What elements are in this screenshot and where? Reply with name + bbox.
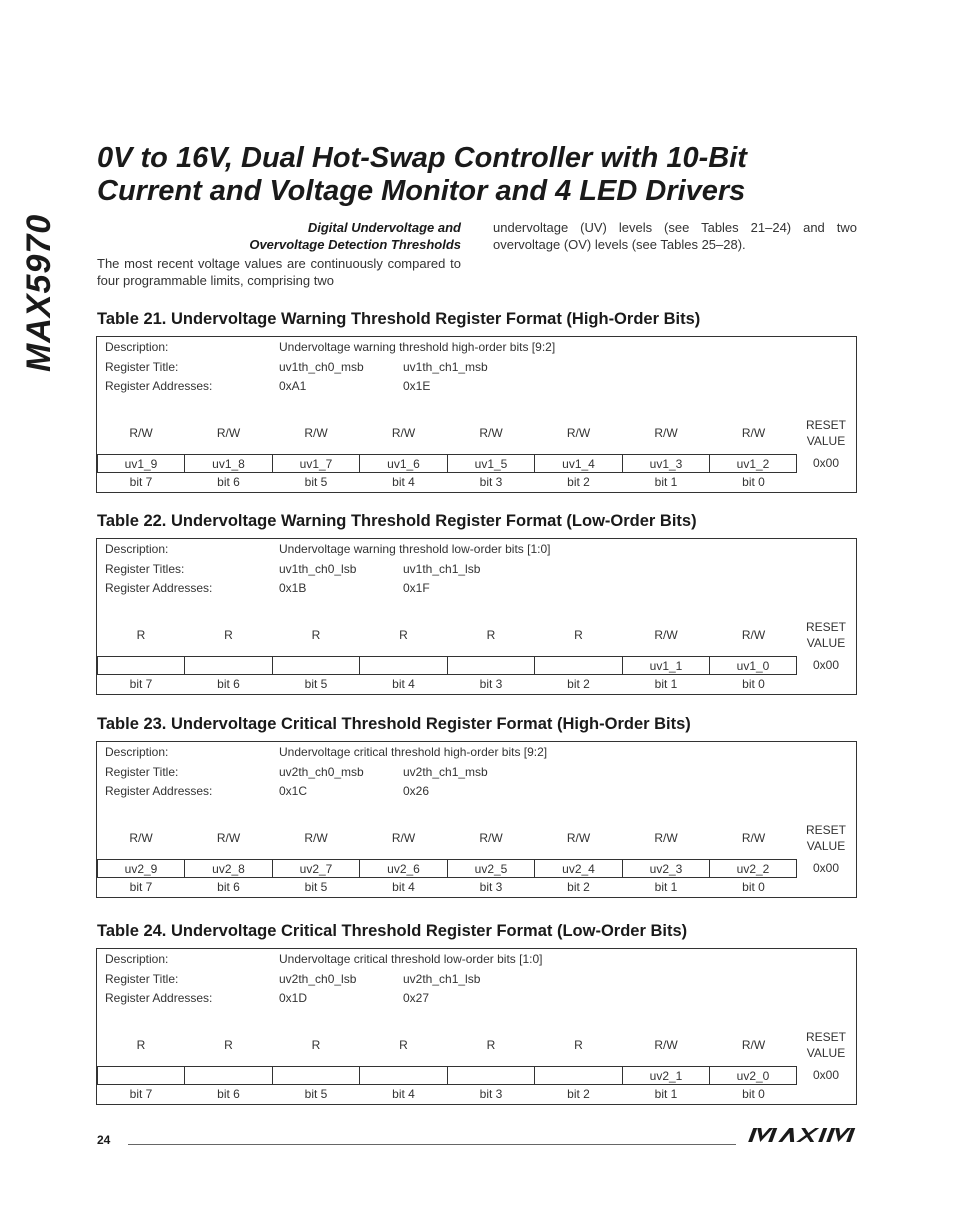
- meta-value: Undervoltage warning threshold low-order bits [1:0]: [279, 542, 551, 556]
- reset-value-cell: 0x00: [812, 456, 840, 470]
- access-type-cell: R/W: [741, 426, 766, 440]
- bit-position-cell: bit 0: [742, 475, 765, 489]
- section-heading-line: Digital Undervoltage and: [307, 220, 461, 235]
- register-table: [96, 741, 857, 898]
- meta-value: 0x1C: [279, 784, 308, 798]
- register-table: [96, 948, 857, 1105]
- section-heading: [97, 219, 461, 253]
- bit-position-cell: bit 7: [129, 677, 153, 691]
- access-type-cell: R/W: [741, 831, 766, 845]
- bit-name-cell: uv1_5: [447, 454, 535, 473]
- bit-position-cell: bit 2: [567, 677, 590, 691]
- access-type-cell: R/W: [654, 1038, 678, 1052]
- access-type-cell: R/W: [304, 831, 328, 845]
- bit-position-cell: bit 1: [654, 475, 678, 489]
- bit-name-cell: uv2_5: [447, 859, 535, 878]
- reset-label-line: VALUE: [806, 434, 846, 448]
- page-number: 24: [97, 1133, 111, 1147]
- meta-value: 0x1F: [403, 581, 430, 595]
- meta-value: 0xA1: [279, 379, 307, 393]
- meta-label: Register Title:: [105, 764, 179, 779]
- meta-value: 0x27: [403, 991, 430, 1005]
- table-title: Table 22. Undervoltage Warning Threshold Register Format (Low-Order Bits): [97, 512, 697, 530]
- access-type-cell: R/W: [654, 628, 678, 642]
- bit-name-cell: [272, 656, 360, 675]
- document-title-line: Current and Voltage Monitor and 4 LED Drivers: [97, 175, 746, 207]
- bit-name-cell: uv1_4: [534, 454, 622, 473]
- meta-value: uv2th_ch1_lsb: [403, 971, 481, 986]
- footer-rule: [128, 1144, 736, 1145]
- reset-value-header: [797, 619, 855, 651]
- access-type-cell: R/W: [566, 426, 591, 440]
- bit-position-cell: bit 3: [479, 677, 503, 691]
- meta-label: Register Addresses:: [105, 784, 213, 798]
- bit-position-cell: bit 1: [654, 880, 678, 894]
- reset-label-line: VALUE: [806, 636, 846, 650]
- meta-value: Undervoltage critical threshold low-order bits [1:0]: [279, 952, 543, 966]
- document-title: [97, 142, 897, 208]
- access-type-cell: R: [311, 1038, 321, 1052]
- bit-name-cell: [97, 1066, 185, 1085]
- document-title-line: 0V to 16V, Dual Hot-Swap Controller with 10-Bit: [97, 142, 747, 174]
- table-title: Table 21. Undervoltage Warning Threshold Register Format (High-Order Bits): [97, 310, 701, 328]
- access-type-cell: R/W: [654, 831, 678, 845]
- access-type-cell: R: [224, 1038, 233, 1052]
- bit-name-cell: uv2_0: [709, 1066, 797, 1085]
- bit-name-cell: [272, 1066, 360, 1085]
- bit-position-cell: bit 4: [392, 1087, 415, 1101]
- bit-name-cell: uv2_4: [534, 859, 622, 878]
- bit-name-cell: [447, 656, 535, 675]
- access-type-cell: R: [486, 1038, 496, 1052]
- section-heading-line: Overvoltage Detection Thresholds: [249, 237, 461, 252]
- bit-name-cell: [184, 656, 272, 675]
- meta-label: Register Addresses:: [105, 581, 213, 595]
- bit-position-cell: bit 0: [742, 1087, 765, 1101]
- meta-value: uv1th_ch0_msb: [279, 359, 364, 374]
- bit-name-cell: [97, 656, 185, 675]
- bit-position-cell: bit 3: [479, 880, 503, 894]
- bit-position-cell: bit 1: [654, 677, 678, 691]
- reset-label-line: RESET: [805, 418, 846, 432]
- access-type-cell: R/W: [479, 426, 503, 440]
- bit-name-cell: [359, 656, 447, 675]
- meta-label: Description:: [105, 745, 169, 759]
- bit-name-cell: uv2_2: [709, 859, 797, 878]
- access-type-cell: R/W: [741, 628, 766, 642]
- bit-position-cell: bit 5: [304, 475, 328, 489]
- access-type-cell: R: [311, 628, 321, 642]
- bit-position-cell: bit 2: [567, 1087, 590, 1101]
- reset-value-cell: 0x00: [812, 658, 840, 672]
- meta-value: uv2th_ch0_lsb: [279, 971, 357, 986]
- bit-position-cell: bit 3: [479, 1087, 503, 1101]
- bit-position-cell: bit 7: [129, 475, 153, 489]
- access-type-cell: R: [399, 628, 408, 642]
- bit-name-cell: uv2_3: [622, 859, 710, 878]
- access-type-cell: R/W: [391, 831, 416, 845]
- meta-label: Register Title:: [105, 359, 179, 374]
- bit-name-cell: uv2_8: [184, 859, 272, 878]
- access-type-cell: R/W: [654, 426, 678, 440]
- meta-label: Register Title:: [105, 971, 179, 986]
- bit-position-cell: bit 3: [479, 475, 503, 489]
- access-type-cell: R: [486, 628, 496, 642]
- bit-position-cell: bit 7: [129, 880, 153, 894]
- access-type-cell: R/W: [566, 831, 591, 845]
- access-type-cell: R/W: [129, 831, 153, 845]
- meta-value: Undervoltage warning threshold high-order bits [9:2]: [279, 340, 556, 354]
- bit-position-cell: bit 2: [567, 880, 590, 894]
- bit-position-cell: bit 0: [742, 677, 765, 691]
- access-type-cell: R: [136, 1038, 146, 1052]
- register-table: [96, 538, 857, 695]
- access-type-cell: R: [136, 628, 146, 642]
- table-title: Table 24. Undervoltage Critical Threshold Register Format (Low-Order Bits): [97, 922, 688, 940]
- part-number-side-label: MAX5970: [20, 213, 58, 372]
- bit-name-cell: uv1_2: [709, 454, 797, 473]
- meta-label: Register Addresses:: [105, 991, 213, 1005]
- access-type-cell: R/W: [216, 831, 241, 845]
- access-type-cell: R/W: [304, 426, 328, 440]
- reset-label-line: RESET: [805, 1030, 846, 1044]
- meta-label: Description:: [105, 340, 169, 354]
- bit-name-cell: uv1_3: [622, 454, 710, 473]
- meta-label: Register Addresses:: [105, 379, 213, 393]
- bit-name-cell: uv1_6: [359, 454, 447, 473]
- reset-value-header: [797, 1029, 855, 1061]
- bit-name-cell: uv1_0: [709, 656, 797, 675]
- bit-name-cell: [534, 656, 622, 675]
- bit-position-cell: bit 4: [392, 677, 415, 691]
- meta-value: 0x1E: [403, 379, 431, 393]
- bit-position-cell: bit 0: [742, 880, 765, 894]
- reset-value-cell: 0x00: [812, 861, 840, 875]
- bit-name-cell: uv2_6: [359, 859, 447, 878]
- bit-name-cell: uv1_8: [184, 454, 272, 473]
- bit-position-cell: bit 5: [304, 880, 328, 894]
- bit-position-cell: bit 6: [217, 1087, 240, 1101]
- meta-value: Undervoltage critical threshold high-order bits [9:2]: [279, 745, 548, 759]
- bit-name-cell: uv2_1: [622, 1066, 710, 1085]
- access-type-cell: R: [399, 1038, 408, 1052]
- meta-value: 0x26: [403, 784, 430, 798]
- reset-label-line: VALUE: [806, 1046, 846, 1060]
- bit-position-cell: bit 6: [217, 880, 240, 894]
- access-type-cell: R: [574, 628, 583, 642]
- meta-value: 0x1B: [279, 581, 307, 595]
- bit-name-cell: [534, 1066, 622, 1085]
- access-type-cell: R/W: [391, 426, 416, 440]
- bit-position-cell: bit 6: [217, 677, 240, 691]
- reset-label-line: RESET: [805, 620, 846, 634]
- maxim-logo-graphic: [748, 1126, 858, 1144]
- reset-label-line: RESET: [805, 823, 846, 837]
- meta-value: uv1th_ch1_lsb: [403, 561, 481, 576]
- bit-position-cell: bit 2: [567, 475, 590, 489]
- intro-paragraph-left: The most recent voltage values are continuously compared to four programmable limits, comprising two: [97, 256, 461, 288]
- access-type-cell: R/W: [216, 426, 241, 440]
- reset-value-cell: 0x00: [812, 1068, 840, 1082]
- bit-position-cell: bit 6: [217, 475, 240, 489]
- bit-position-cell: bit 5: [304, 1087, 328, 1101]
- meta-value: uv2th_ch0_msb: [279, 764, 364, 779]
- reset-label-line: VALUE: [806, 839, 846, 853]
- meta-value: uv1th_ch0_lsb: [279, 561, 357, 576]
- meta-label: Register Titles:: [105, 561, 185, 576]
- bit-name-cell: uv1_1: [622, 656, 710, 675]
- bit-name-cell: uv1_7: [272, 454, 360, 473]
- reset-value-header: [797, 822, 855, 854]
- meta-value: 0x1D: [279, 991, 308, 1005]
- bit-position-cell: bit 7: [129, 1087, 153, 1101]
- bit-name-cell: uv2_9: [97, 859, 185, 878]
- bit-name-cell: uv2_7: [272, 859, 360, 878]
- bit-position-cell: bit 4: [392, 880, 415, 894]
- access-type-cell: R/W: [741, 1038, 766, 1052]
- intro-left-column: [97, 219, 461, 289]
- access-type-cell: R/W: [129, 426, 153, 440]
- meta-value: uv1th_ch1_msb: [403, 359, 488, 374]
- reset-value-header: [797, 417, 855, 449]
- bit-name-cell: [184, 1066, 272, 1085]
- intro-paragraph-right: undervoltage (UV) levels (see Tables 21–24) and two overvoltage (OV) levels (see Tables 25–28).: [493, 220, 857, 252]
- access-type-cell: R: [224, 628, 233, 642]
- table-title: Table 23. Undervoltage Critical Threshold Register Format (High-Order Bits): [97, 715, 691, 733]
- maxim-logo: [748, 1126, 858, 1149]
- access-type-cell: R: [574, 1038, 583, 1052]
- bit-position-cell: bit 4: [392, 475, 415, 489]
- register-table: [96, 336, 857, 493]
- bit-position-cell: bit 5: [304, 677, 328, 691]
- bit-name-cell: [447, 1066, 535, 1085]
- access-type-cell: R/W: [479, 831, 503, 845]
- meta-label: Description:: [105, 542, 169, 556]
- meta-label: Description:: [105, 952, 169, 966]
- bit-name-cell: [359, 1066, 447, 1085]
- bit-name-cell: uv1_9: [97, 454, 185, 473]
- bit-position-cell: bit 1: [654, 1087, 678, 1101]
- meta-value: uv2th_ch1_msb: [403, 764, 488, 779]
